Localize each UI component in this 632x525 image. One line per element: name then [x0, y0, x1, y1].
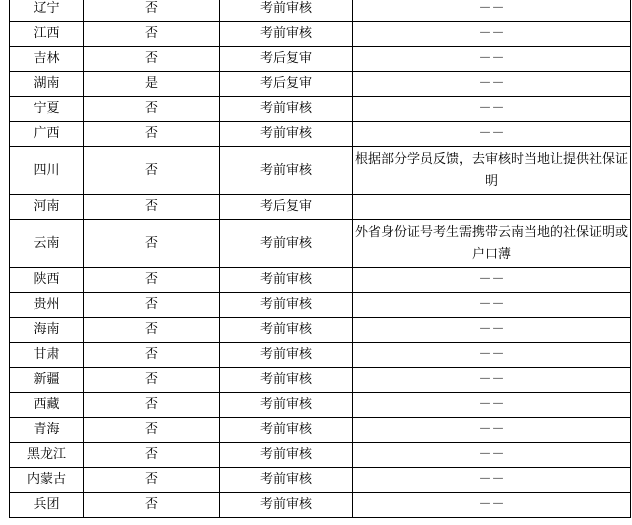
- review-table: [9, 0, 631, 518]
- review-type-cell: 考前审核: [220, 97, 353, 122]
- table-row: [10, 195, 631, 220]
- province-cell: 海南: [10, 318, 84, 343]
- note-cell: －－: [353, 0, 631, 22]
- note-cell: －－: [353, 418, 631, 443]
- flag-cell: 否: [84, 393, 220, 418]
- flag-cell: 否: [84, 418, 220, 443]
- note-cell: －－: [353, 468, 631, 493]
- note-cell: －－: [353, 493, 631, 518]
- note-cell: －－: [353, 318, 631, 343]
- table-row: [10, 468, 631, 493]
- province-cell: 河南: [10, 195, 84, 220]
- note-cell: －－: [353, 368, 631, 393]
- table-row: [10, 0, 631, 22]
- province-cell: 甘肃: [10, 343, 84, 368]
- flag-cell: 是: [84, 72, 220, 97]
- province-cell: 内蒙古: [10, 468, 84, 493]
- review-type-cell: 考前审核: [220, 393, 353, 418]
- review-type-cell: 考前审核: [220, 468, 353, 493]
- province-cell: 青海: [10, 418, 84, 443]
- flag-cell: 否: [84, 268, 220, 293]
- province-cell: 广西: [10, 122, 84, 147]
- table-row: [10, 268, 631, 293]
- province-cell: 湖南: [10, 72, 84, 97]
- flag-cell: 否: [84, 0, 220, 22]
- table-row: [10, 47, 631, 72]
- note-cell: －－: [353, 343, 631, 368]
- flag-cell: 否: [84, 195, 220, 220]
- review-type-cell: 考前审核: [220, 318, 353, 343]
- province-cell: 贵州: [10, 293, 84, 318]
- table-row: [10, 318, 631, 343]
- table-row: [10, 220, 631, 268]
- flag-cell: 否: [84, 443, 220, 468]
- table-row: [10, 122, 631, 147]
- review-type-cell: 考前审核: [220, 293, 353, 318]
- province-cell: 四川: [10, 147, 84, 195]
- review-type-cell: 考前审核: [220, 0, 353, 22]
- table-row: [10, 293, 631, 318]
- note-cell: －－: [353, 122, 631, 147]
- table-row: [10, 72, 631, 97]
- table-row: [10, 343, 631, 368]
- province-cell: 新疆: [10, 368, 84, 393]
- note-cell: －－: [353, 97, 631, 122]
- review-type-cell: 考前审核: [220, 220, 353, 268]
- review-type-cell: 考前审核: [220, 147, 353, 195]
- province-cell: 云南: [10, 220, 84, 268]
- province-cell: 陕西: [10, 268, 84, 293]
- flag-cell: 否: [84, 47, 220, 72]
- flag-cell: 否: [84, 22, 220, 47]
- note-cell: －－: [353, 443, 631, 468]
- review-type-cell: 考前审核: [220, 418, 353, 443]
- review-type-cell: 考前审核: [220, 493, 353, 518]
- review-type-cell: 考前审核: [220, 443, 353, 468]
- note-cell: [353, 195, 631, 220]
- province-cell: 吉林: [10, 47, 84, 72]
- note-cell: －－: [353, 22, 631, 47]
- province-cell: 宁夏: [10, 97, 84, 122]
- note-cell: 外省身份证号考生需携带云南当地的社保证明或户口薄: [353, 220, 631, 268]
- table-row: [10, 368, 631, 393]
- table-row: [10, 393, 631, 418]
- note-cell: －－: [353, 47, 631, 72]
- table-body: [10, 0, 631, 518]
- review-type-cell: 考后复审: [220, 195, 353, 220]
- review-type-cell: 考后复审: [220, 47, 353, 72]
- table-row: [10, 147, 631, 195]
- province-cell: 西藏: [10, 393, 84, 418]
- table-row: [10, 22, 631, 47]
- note-cell: 根据部分学员反馈，去审核时当地让提供社保证明: [353, 147, 631, 195]
- flag-cell: 否: [84, 318, 220, 343]
- review-type-cell: 考后复审: [220, 72, 353, 97]
- review-type-cell: 考前审核: [220, 22, 353, 47]
- note-cell: －－: [353, 72, 631, 97]
- review-type-cell: 考前审核: [220, 122, 353, 147]
- review-type-cell: 考前审核: [220, 343, 353, 368]
- flag-cell: 否: [84, 368, 220, 393]
- review-type-cell: 考前审核: [220, 268, 353, 293]
- table-row: [10, 418, 631, 443]
- flag-cell: 否: [84, 147, 220, 195]
- flag-cell: 否: [84, 343, 220, 368]
- province-cell: 江西: [10, 22, 84, 47]
- table-row: [10, 443, 631, 468]
- flag-cell: 否: [84, 293, 220, 318]
- table-row: [10, 97, 631, 122]
- flag-cell: 否: [84, 220, 220, 268]
- note-cell: －－: [353, 268, 631, 293]
- table-row: [10, 493, 631, 518]
- flag-cell: 否: [84, 468, 220, 493]
- review-type-cell: 考前审核: [220, 368, 353, 393]
- flag-cell: 否: [84, 97, 220, 122]
- province-cell: 黑龙江: [10, 443, 84, 468]
- province-cell: 兵团: [10, 493, 84, 518]
- note-cell: －－: [353, 293, 631, 318]
- flag-cell: 否: [84, 493, 220, 518]
- flag-cell: 否: [84, 122, 220, 147]
- note-cell: －－: [353, 393, 631, 418]
- province-cell: 辽宁: [10, 0, 84, 22]
